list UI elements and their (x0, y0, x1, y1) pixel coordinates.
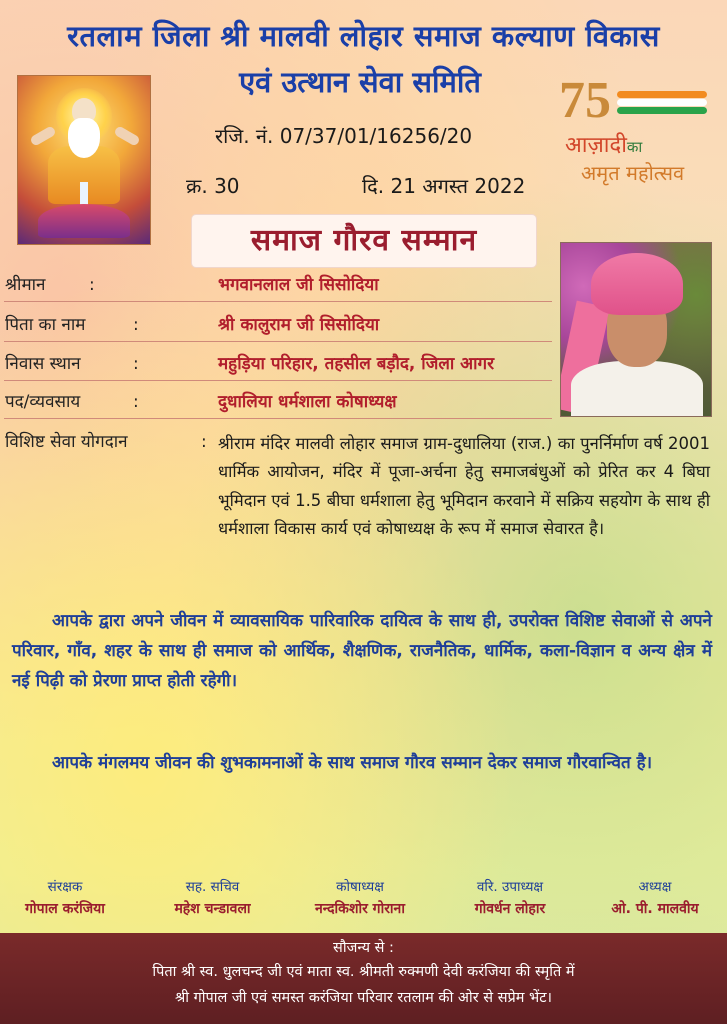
courtesy-footer (0, 933, 727, 1024)
signatory-role: कोषाध्यक्ष (336, 879, 384, 895)
logo-line2: अमृत महोत्सव (581, 161, 685, 185)
field-value-occupation: दुधालिया धर्मशाला कोषाध्यक्ष (218, 392, 397, 412)
signatory-name: गोवर्धन लोहार (474, 901, 546, 917)
flag-saffron-stripe (617, 91, 707, 98)
field-label-residence: निवास स्थान : (5, 354, 139, 374)
certificate-date: दि. 21 अगस्त 2022 (362, 174, 526, 198)
divider (4, 301, 552, 302)
field-label-occupation: पद/व्यवसाय : (5, 392, 139, 412)
signatory-senior-vice-president (440, 877, 580, 918)
signatory-name: गोपाल करंजिया (25, 901, 105, 917)
contribution-text: श्रीराम मंदिर मालवी लोहार समाज ग्राम-दुधालिया (राज.) का पुनर्निर्माण वर्ष 2001 धार्मिक आयोजन, मंदिर में पूजा-अर्चना हेतु समाजबंधुओं को प्रेरित कर 4 बिघा भूमिदान एवं 1.5 बीघा धर्मशाला हेतु भूमिदान करवाने में सक्रिय सहयोग के साथ ही धर्मशाला विकास कार्य एवं कोषाध्यक्ष के रूप में समाज सेवारत है। (218, 434, 710, 539)
signatory-name: महेश चन्डावला (174, 901, 251, 917)
azadi-ka-amrit-mahotsav-logo (555, 72, 715, 190)
field-label-name: श्रीमान : (5, 275, 95, 295)
citation-paragraph-2: आपके मंगलमय जीवन की शुभकामनाओं के साथ समाज गौरव सम्मान देकर समाज गौरवान्वित है। (52, 753, 653, 773)
divider (4, 380, 552, 381)
serial-number: क्र. 30 (186, 174, 240, 198)
field-label-father: पिता का नाम : (5, 315, 139, 335)
field-value-name: भगवानलाल जी सिसोदिया (218, 275, 379, 295)
signatory-role: वरि. उपाध्यक्ष (476, 879, 544, 895)
signatory-joint-secretary (140, 877, 285, 918)
divider (4, 341, 552, 342)
signatory-name: नन्दकिशोर गोराना (315, 901, 405, 917)
flag-white-stripe (617, 99, 707, 106)
signatory-president (590, 877, 720, 918)
deity-image (17, 75, 151, 245)
field-value-residence: महुड़िया परिहार, तहसील बड़ौद, जिला आगर (218, 354, 495, 374)
field-value-father: श्री कालुराम जी सिसोदिया (218, 315, 380, 335)
divider (4, 418, 552, 419)
honoree-photo (560, 242, 712, 417)
signatory-patron (0, 877, 130, 918)
flag-green-stripe (617, 107, 707, 114)
registration-number: रजि. नं. 07/37/01/16256/20 (215, 124, 473, 148)
award-title-banner: समाज गौरव सम्मान (192, 215, 536, 267)
signatory-role: सह. सचिव (185, 879, 240, 895)
signatory-role: अध्यक्ष (638, 879, 672, 895)
signatory-role: संरक्षक (47, 879, 83, 895)
footer-memorial-line: पिता श्री स्व. धुलचन्द जी एवं माता स्व. श्रीमती रुक्मणी देवी करंजिया की स्मृति में (152, 964, 575, 980)
footer-courtesy-heading: सौजन्य से : (333, 940, 394, 956)
field-label-contribution: विशिष्ट सेवा योगदान : (5, 432, 207, 452)
signatory-name: ओ. पी. मालवीय (611, 901, 699, 917)
citation-paragraph-1: आपके द्वारा अपने जीवन में व्यावसायिक पारिवारिक दायित्व के साथ ही, उपरोक्त विशिष्ट सेवाओं से अपने परिवार, गाँव, शहर के साथ ही समाज को आर्थिक, शैक्षणिक, राजनैतिक, धार्मिक, कला-विज्ञान व अन्य क्षेत्र में नई पिढ़ी को प्रेरणा प्राप्त होती रहेगी। (12, 611, 712, 691)
org-title-line2: एवं उत्थान सेवा समिति (239, 65, 481, 99)
logo-line1: आज़ादीका (565, 133, 643, 158)
signatory-treasurer (285, 877, 435, 918)
footer-presented-by-line: श्री गोपाल जी एवं समस्त करंजिया परिवार रतलाम की ओर से सप्रेम भेंट। (174, 990, 553, 1006)
logo-number: 75 (559, 72, 611, 129)
org-title-line1: रतलाम जिला श्री मालवी लोहार समाज कल्याण विकास (67, 19, 660, 53)
